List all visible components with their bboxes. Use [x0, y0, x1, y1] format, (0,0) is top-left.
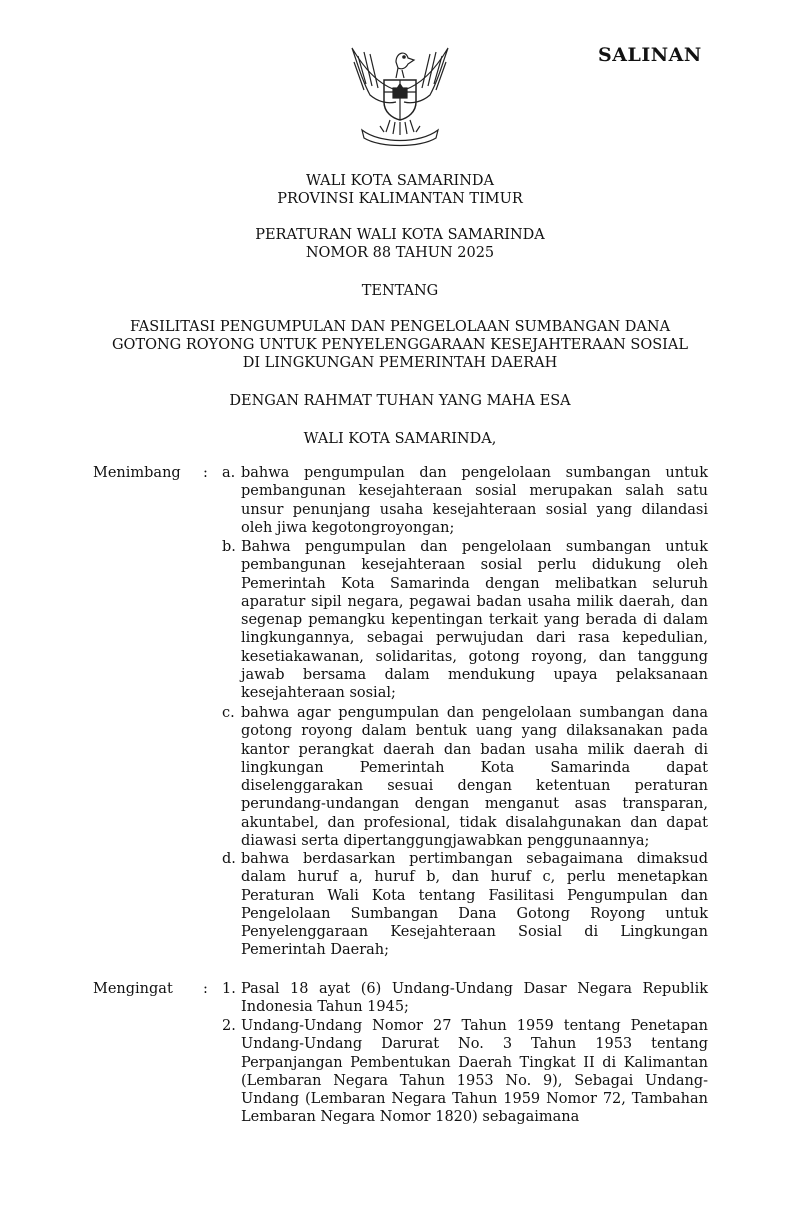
title-line-2: GOTONG ROYONG UNTUK PENYELENGGARAAN KESEJAHTERAAN SOSIAL — [111, 337, 689, 353]
issuer-line-1: WALI KOTA SAMARINDA — [305, 173, 495, 189]
menimbang-colon: : — [203, 465, 208, 481]
issuer-heading — [0, 172, 800, 208]
item-text: Pasal 18 ayat (6) Undang-Undang Dasar Negara Republik Indonesia Tahun 1945; — [241, 981, 708, 1016]
item-text: bahwa berdasarkan pertimbangan sebagaimana dimaksud dalam huruf a, huruf b, dan huruf c, perlu menetapkan Peraturan Wali Kota tentang Fasilitasi Pengumpulan dan Pengelolaan Sumbangan Dana Gotong Royong untuk Penyelenggaraan Kesejahteraan Sosial di Lingkungan Pemerintah Daerah; — [241, 851, 708, 959]
regulation-line-2: NOMOR 88 TAHUN 2025 — [305, 245, 495, 261]
salinan-stamp: SALINAN — [598, 44, 702, 66]
item-marker: 1. — [222, 981, 236, 997]
authority-line: WALI KOTA SAMARINDA, — [303, 431, 497, 447]
regulation-line-1: PERATURAN WALI KOTA SAMARINDA — [255, 227, 545, 243]
item-marker: 2. — [222, 1018, 236, 1034]
item-marker: a. — [222, 465, 236, 481]
menimbang-label: Menimbang — [93, 465, 181, 481]
item-text: bahwa pengumpulan dan pengelolaan sumbangan untuk pembangunan kesejahteraan sosial merupakan salah satu unsur penunjang usaha kesejahteraan sosial yang dilandasi oleh jiwa kegotongroyongan; — [241, 465, 708, 536]
item-text: Bahwa pengumpulan dan pengelolaan sumbangan untuk pembangunan kesejahteraan sosial perlu didukung oleh Pemerintah Kota Samarinda dengan melibatkan seluruh aparatur sipil negara, pegawai badan usaha milik daerah, dan segenap pemangku kepentingan terkait yang berada di dalam lingkungannya, sebagai perwujudan dari rasa kepedulian, kesetiakawanan, solidaritas, gotong royong, dan tanggung jawab bersama dalam mendukung upaya pelaksanaan kesejahteraan sosial; — [241, 539, 708, 702]
item-marker: b. — [222, 539, 236, 555]
mengingat-label: Mengingat — [93, 981, 173, 997]
item-text: Undang-Undang Nomor 27 Tahun 1959 tentang Penetapan Undang-Undang Darurat No. 3 Tahun 1953 tentang Perpanjangan Pembentukan Daerah Tingkat II di Kalimantan (Lembaran Negara Tahun 1953 No. 9), Sebagai Undang-Undang (Lembaran Negara Tahun 1959 Nomor 72, Tambahan Lembaran Negara Nomor 1820) sebagaimana — [241, 1018, 708, 1126]
mengingat-colon: : — [203, 981, 208, 997]
title-line-3: DI LINGKUNGAN PEMERINTAH DAERAH — [242, 355, 558, 371]
regulation-title — [0, 318, 800, 372]
regulation-heading — [0, 226, 800, 262]
item-marker: c. — [222, 705, 235, 721]
blessing-line: DENGAN RAHMAT TUHAN YANG MAHA ESA — [229, 393, 571, 409]
title-line-1: FASILITASI PENGUMPULAN DAN PENGELOLAAN SUMBANGAN DANA — [129, 319, 671, 335]
item-marker: d. — [222, 851, 236, 867]
garuda-pancasila-emblem-icon — [340, 40, 460, 148]
item-text: bahwa agar pengumpulan dan pengelolaan sumbangan dana gotong royong dalam bentuk uang yang dilaksanakan pada kantor perangkat daerah dan badan usaha milik daerah di lingkungan Pemerintah Kota Samarinda dapat diselenggarakan sesuai dengan ketentuan peraturan perundang-undangan dengan menganut asas transparan, akuntabel, dan profesional, tidak disalahgunakan dan dapat diawasi serta dipertanggungjawabkan penggunaannya; — [241, 705, 708, 850]
issuer-line-2: PROVINSI KALIMANTAN TIMUR — [277, 191, 523, 207]
tentang-heading: TENTANG — [361, 283, 439, 299]
